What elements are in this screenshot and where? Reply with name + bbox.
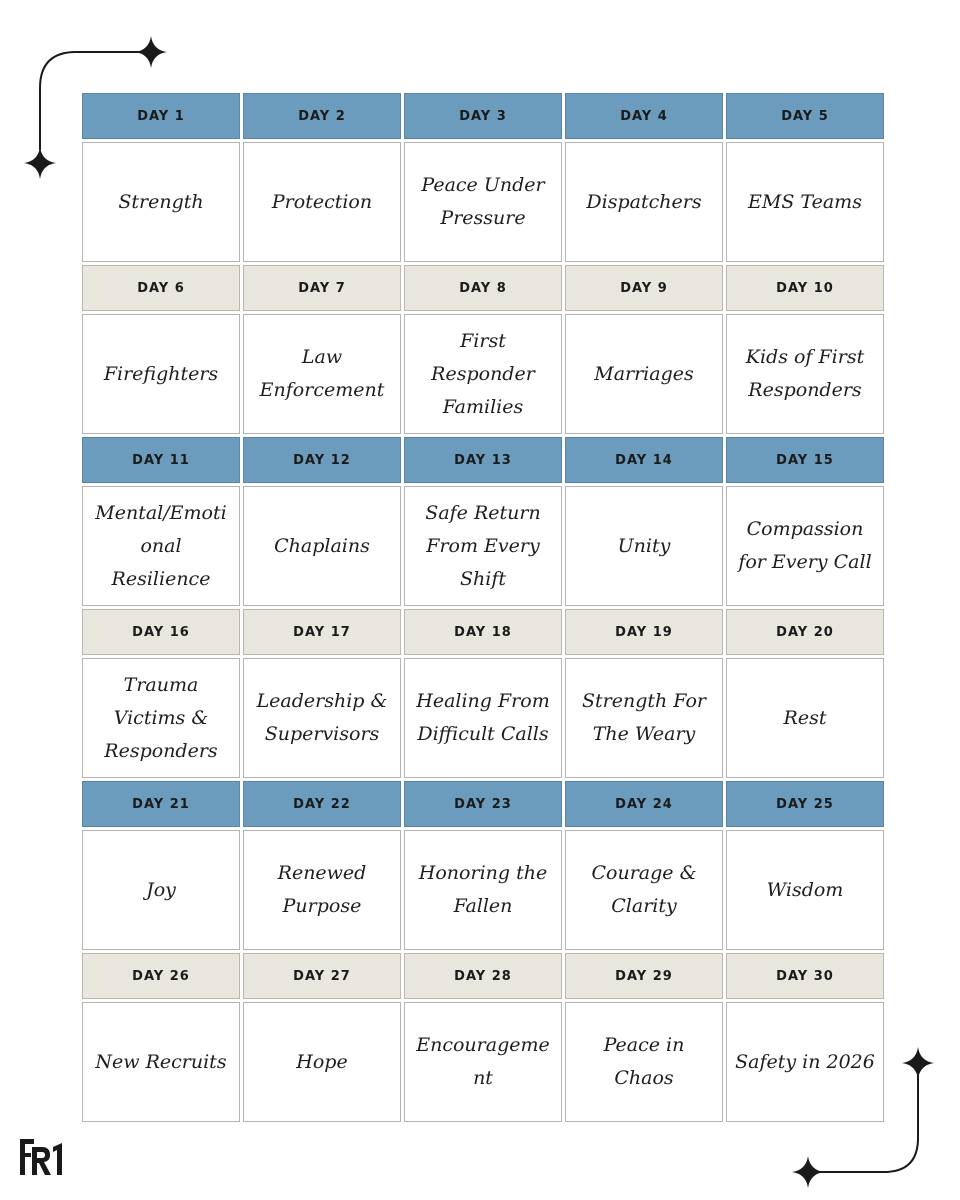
- day-header: DAY 6: [82, 265, 240, 311]
- day-topic: Peace in Chaos: [565, 1002, 723, 1122]
- day-topic: Chaplains: [243, 486, 401, 606]
- day-header: DAY 25: [726, 781, 884, 827]
- day-topic: Encouragement: [404, 1002, 562, 1122]
- day-header: DAY 19: [565, 609, 723, 655]
- day-topic: Rest: [726, 658, 884, 778]
- day-topic: Hope: [243, 1002, 401, 1122]
- day-topic: Kids of First Responders: [726, 314, 884, 434]
- day-topic: Firefighters: [82, 314, 240, 434]
- sparkle-icon-right: [902, 1047, 934, 1079]
- day-topic: Peace Under Pressure: [404, 142, 562, 262]
- day-topic: Protection: [243, 142, 401, 262]
- day-header: DAY 5: [726, 93, 884, 139]
- day-header: DAY 14: [565, 437, 723, 483]
- day-header: DAY 9: [565, 265, 723, 311]
- day-topic: Leadership & Supervisors: [243, 658, 401, 778]
- day-topic: Wisdom: [726, 830, 884, 950]
- day-topic: Safety in 2026: [726, 1002, 884, 1122]
- week-row: [82, 953, 885, 1125]
- day-header: DAY 28: [404, 953, 562, 999]
- day-header: DAY 2: [243, 93, 401, 139]
- day-header: DAY 13: [404, 437, 562, 483]
- day-header: DAY 29: [565, 953, 723, 999]
- fr1-logo: [18, 1137, 64, 1177]
- day-header: DAY 7: [243, 265, 401, 311]
- day-topic: Dispatchers: [565, 142, 723, 262]
- day-topic: Healing From Difficult Calls: [404, 658, 562, 778]
- day-header: DAY 1: [82, 93, 240, 139]
- prayer-calendar-grid: [82, 93, 885, 1125]
- day-topic: Law Enforcement: [243, 314, 401, 434]
- day-topic: Strength: [82, 142, 240, 262]
- day-header: DAY 12: [243, 437, 401, 483]
- day-topic: Strength For The Weary: [565, 658, 723, 778]
- week-row: [82, 609, 885, 781]
- day-header: DAY 11: [82, 437, 240, 483]
- day-topic: Trauma Victims & Responders: [82, 658, 240, 778]
- day-header: DAY 20: [726, 609, 884, 655]
- day-header: DAY 17: [243, 609, 401, 655]
- day-header: DAY 3: [404, 93, 562, 139]
- week-row: [82, 437, 885, 609]
- sparkle-icon-bottom: [792, 1156, 824, 1188]
- day-topic: New Recruits: [82, 1002, 240, 1122]
- day-topic: Compassion for Every Call: [726, 486, 884, 606]
- day-topic: Mental/Emotional Resilience: [82, 486, 240, 606]
- day-topic: Joy: [82, 830, 240, 950]
- day-topic: EMS Teams: [726, 142, 884, 262]
- day-header: DAY 4: [565, 93, 723, 139]
- day-topic: Honoring the Fallen: [404, 830, 562, 950]
- day-header: DAY 15: [726, 437, 884, 483]
- week-row: [82, 781, 885, 953]
- day-header: DAY 8: [404, 265, 562, 311]
- day-topic: Marriages: [565, 314, 723, 434]
- day-header: DAY 16: [82, 609, 240, 655]
- day-topic: Safe Return From Every Shift: [404, 486, 562, 606]
- day-topic: Renewed Purpose: [243, 830, 401, 950]
- sparkle-icon-top: [135, 36, 167, 68]
- day-topic: Unity: [565, 486, 723, 606]
- week-row: [82, 265, 885, 437]
- day-header: DAY 18: [404, 609, 562, 655]
- day-header: DAY 26: [82, 953, 240, 999]
- day-header: DAY 24: [565, 781, 723, 827]
- day-header: DAY 23: [404, 781, 562, 827]
- day-topic: First Responder Families: [404, 314, 562, 434]
- week-row: [82, 93, 885, 265]
- day-header: DAY 22: [243, 781, 401, 827]
- day-header: DAY 30: [726, 953, 884, 999]
- sparkle-icon-left: [24, 147, 56, 179]
- day-topic: Courage & Clarity: [565, 830, 723, 950]
- day-header: DAY 21: [82, 781, 240, 827]
- day-header: DAY 10: [726, 265, 884, 311]
- day-header: DAY 27: [243, 953, 401, 999]
